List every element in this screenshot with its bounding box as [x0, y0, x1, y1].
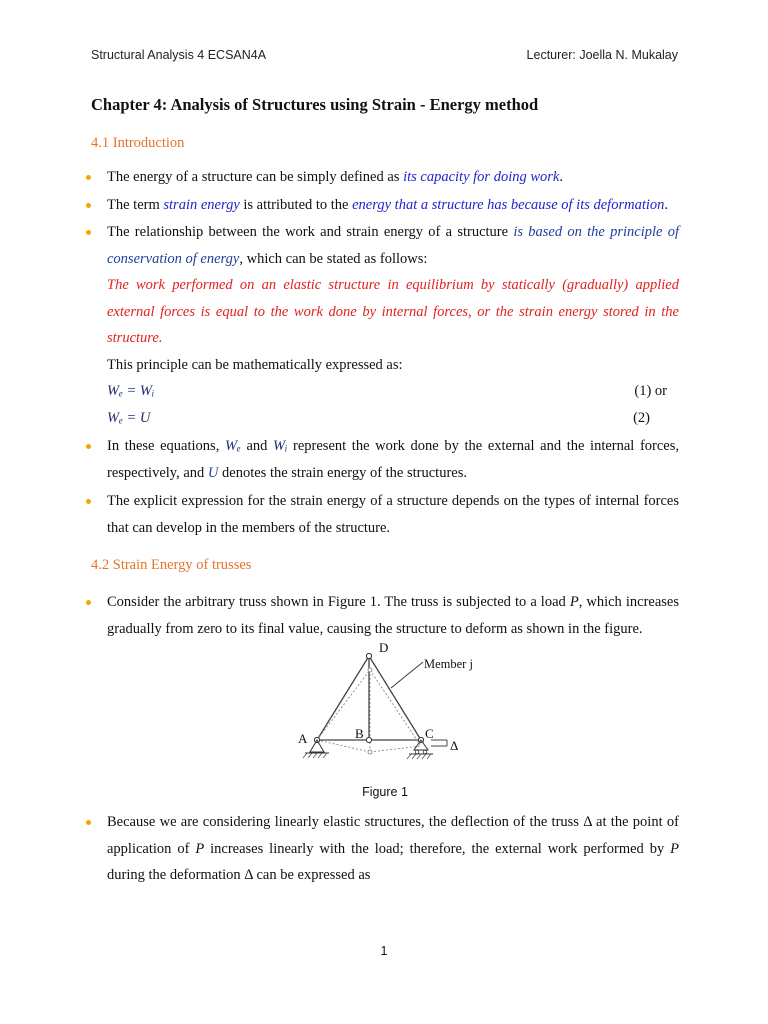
deformed-ab [317, 740, 370, 752]
equation-1-expression: Wₑ = Wᵢ [107, 383, 155, 399]
bullet-linear-deflection: Because we are considering linearly elastic structures, the deflection of the truss Δ at the point of application of P increases linearly with the load; therefore, the external work performed by P during the deformation Δ can be expressed as [91, 809, 679, 889]
joint-d [366, 653, 371, 658]
label-a: A [298, 731, 308, 746]
label-member-j: Member j [424, 657, 473, 671]
bullet-arbitrary-truss: Consider the arbitrary truss shown in Figure 1. The truss is subjected to a load P, which increases gradually from zero to its final value, causing the structure to deform as shown in the figure. [91, 589, 679, 642]
page-number: 1 [380, 944, 388, 958]
member-j-leader [391, 662, 423, 688]
bullet-energy-definition: The energy of a structure can be simply defined as its capacity for doing work. [91, 164, 679, 191]
label-b: B [355, 726, 364, 741]
section-heading-trusses: 4.2 Strain Energy of trusses [91, 557, 252, 573]
bullet-dot [86, 600, 91, 605]
joint-b-deformed [368, 750, 372, 754]
bullet-work-energy-relationship: The relationship between the work and strain energy of a structure is based on the principle of conservation of energy, which can be stated as follows: [91, 219, 679, 272]
equation-1-tag: (1) or [634, 383, 667, 399]
bullet-dot [86, 230, 91, 235]
support-a-hatch [303, 753, 327, 758]
header-lecturer: Lecturer: Joella N. Mukalay [526, 48, 678, 62]
equation-2 [91, 405, 679, 432]
label-d: D [379, 642, 389, 655]
math-intro: This principle can be mathematically expressed as: [107, 356, 403, 373]
equation-2-expression: Wₑ = U [107, 409, 151, 426]
chapter-title: Chapter 4: Analysis of Structures using Strain - Energy method [91, 95, 539, 114]
figure-caption: Figure 1 [362, 785, 408, 799]
principle-statement: The work performed on an elastic structure in equilibrium by statically (gradually) applied external forces is equal to the work done by internal forces, or the strain energy stored in the structure. [107, 277, 679, 346]
bullet-dot [86, 203, 91, 208]
support-c-hatch [407, 754, 431, 759]
joint-b [366, 737, 371, 742]
truss-figure [91, 642, 679, 777]
joint-d-deformed [368, 668, 372, 672]
deformed-bc [370, 746, 421, 752]
equation-2-tag: (2) [633, 409, 650, 426]
section-heading-introduction: 4.1 Introduction [91, 135, 185, 151]
bullet-explicit-expression: The explicit expression for the strain energy of a structure depends on the types of internal forces that can develop in the members of the structure. [91, 488, 679, 541]
bullet-dot [86, 499, 91, 504]
bullet-dot [86, 444, 91, 449]
bullet-dot [86, 175, 91, 180]
bullet-equation-symbols: In these equations, Wₑ and Wᵢ represent the work done by the external and the internal forces, respectively, and U denotes the strain energy of the structures. [91, 433, 679, 486]
truss-diagram [91, 642, 679, 777]
header-course: Structural Analysis 4 ECSAN4A [91, 48, 267, 62]
bullet-dot [86, 820, 91, 825]
deformed-dc [370, 670, 421, 746]
equation-1 [91, 378, 679, 405]
member-dc [369, 656, 421, 740]
label-c: C [425, 726, 434, 741]
document-body [91, 92, 679, 889]
label-delta: Δ [450, 738, 459, 753]
bullet-strain-energy-term: The term strain energy is attributed to the energy that a structure has because of its deformation. [91, 192, 679, 219]
